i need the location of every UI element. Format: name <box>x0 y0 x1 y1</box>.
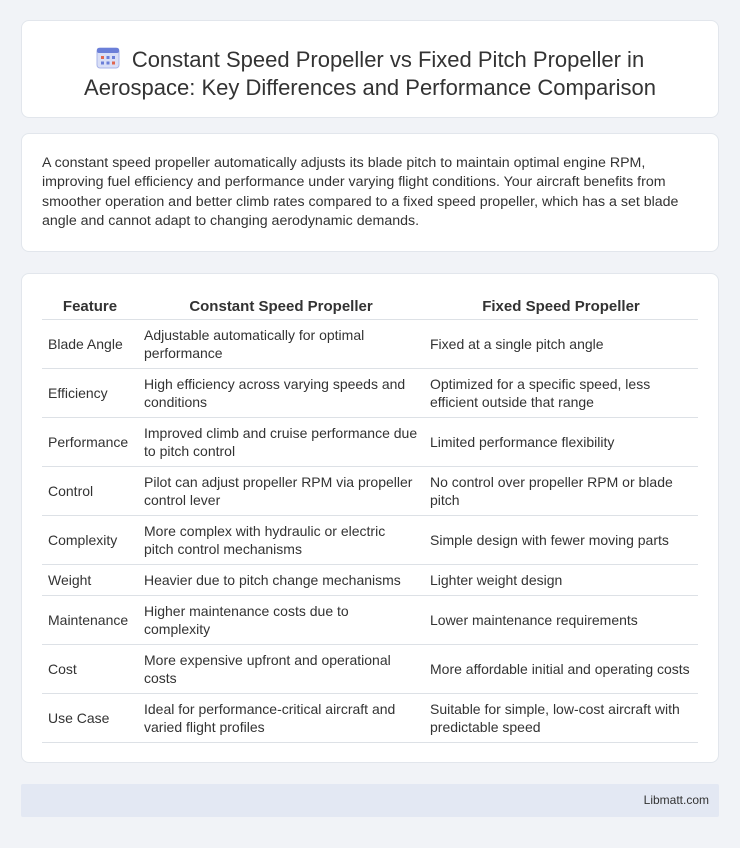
fixed-speed-cell: Fixed at a single pitch angle <box>424 319 698 368</box>
constant-speed-cell: Higher maintenance costs due to complexity <box>138 595 424 644</box>
fixed-speed-cell: Simple design with fewer moving parts <box>424 515 698 564</box>
title-line-2: Aerospace: Key Differences and Performance Comparison <box>84 75 656 100</box>
title-line-1: Constant Speed Propeller vs Fixed Pitch Propeller in <box>131 47 645 72</box>
feature-cell: Maintenance <box>42 595 138 644</box>
page-title <box>22 46 718 102</box>
feature-cell: Control <box>42 466 138 515</box>
fixed-speed-cell: Suitable for simple, low-cost aircraft with predictable speed <box>424 693 698 742</box>
header-fixed-speed: Fixed Speed Propeller <box>424 295 698 319</box>
table-row <box>42 417 698 466</box>
constant-speed-cell: Ideal for performance-critical aircraft and varied flight profiles <box>138 693 424 742</box>
calendar-grid-icon <box>96 46 122 70</box>
feature-cell: Cost <box>42 644 138 693</box>
intro-card <box>21 133 719 252</box>
footer-brand-link[interactable]: Libmatt.com <box>643 793 709 807</box>
constant-speed-cell: High efficiency across varying speeds and conditions <box>138 368 424 417</box>
title-card <box>21 20 719 118</box>
fixed-speed-cell: Lower maintenance requirements <box>424 595 698 644</box>
feature-cell: Efficiency <box>42 368 138 417</box>
feature-cell: Use Case <box>42 693 138 742</box>
constant-speed-cell: Improved climb and cruise performance due to pitch control <box>138 417 424 466</box>
fixed-speed-cell: More affordable initial and operating costs <box>424 644 698 693</box>
table-row <box>42 368 698 417</box>
footer-bar <box>21 784 719 817</box>
feature-cell: Performance <box>42 417 138 466</box>
table-row <box>42 644 698 693</box>
comparison-card <box>21 273 719 763</box>
fixed-speed-cell: No control over propeller RPM or blade pitch <box>424 466 698 515</box>
feature-cell: Complexity <box>42 515 138 564</box>
table-row <box>42 319 698 368</box>
fixed-speed-cell: Lighter weight design <box>424 564 698 595</box>
table-row <box>42 466 698 515</box>
feature-cell: Weight <box>42 564 138 595</box>
constant-speed-cell: Heavier due to pitch change mechanisms <box>138 564 424 595</box>
comparison-table <box>42 295 698 743</box>
constant-speed-cell: Adjustable automatically for optimal performance <box>138 319 424 368</box>
table-row <box>42 515 698 564</box>
intro-paragraph: A constant speed propeller automatically adjusts its blade pitch to maintain optimal engine RPM, improving fuel efficiency and performance under varying flight conditions. Your aircraft benefits from smoother operation and better climb rates compared to a fixed speed propeller, which has a set blade angle and cannot adapt to changing aerodynamic demands. <box>42 155 679 229</box>
constant-speed-cell: More complex with hydraulic or electric pitch control mechanisms <box>138 515 424 564</box>
feature-cell: Blade Angle <box>42 319 138 368</box>
table-header-row <box>42 295 698 319</box>
table-row <box>42 693 698 742</box>
table-row <box>42 595 698 644</box>
table-row <box>42 564 698 595</box>
header-constant-speed: Constant Speed Propeller <box>138 295 424 319</box>
constant-speed-cell: More expensive upfront and operational costs <box>138 644 424 693</box>
fixed-speed-cell: Limited performance flexibility <box>424 417 698 466</box>
constant-speed-cell: Pilot can adjust propeller RPM via propeller control lever <box>138 466 424 515</box>
fixed-speed-cell: Optimized for a specific speed, less efficient outside that range <box>424 368 698 417</box>
header-feature: Feature <box>42 295 138 319</box>
